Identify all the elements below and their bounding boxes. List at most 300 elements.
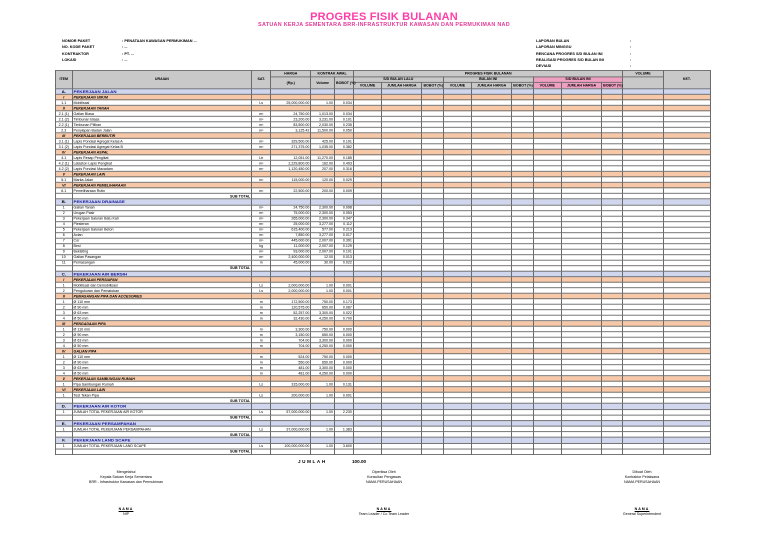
row-no: 8 <box>56 243 73 249</box>
signature-line: NAMA PERUSAHAAN <box>366 480 402 484</box>
row-volume: 11,500.00 <box>311 127 335 133</box>
row-sat: m² <box>252 221 271 227</box>
row-harga: 2,000,000.00 <box>271 288 311 294</box>
row-sat: m³ <box>252 122 271 128</box>
row-volume: 207.00 <box>311 166 335 172</box>
row-uraian: PEKERJAAN PERSIAPAN <box>72 277 252 283</box>
info-label: NO. KODE PAKET <box>62 45 95 50</box>
col-ket: KET. <box>663 70 710 88</box>
row-sat: m² <box>252 127 271 133</box>
row-no: 5 <box>56 227 73 233</box>
row-uraian: Urugan Pasir <box>72 210 252 216</box>
info-row <box>62 57 197 63</box>
row-no: 1.1 <box>56 100 73 106</box>
row-sat: m³ <box>252 238 271 244</box>
row-volume: 1.00 <box>311 288 335 294</box>
row-bobot: 0.000 <box>334 354 353 360</box>
row-harga: 115,000.00 <box>271 177 311 183</box>
row-bobot: 0.009 <box>334 188 353 194</box>
row-uraian: Pekerjaan Saluran Batu Kali <box>72 216 252 222</box>
row-volume: 12.00 <box>311 254 335 260</box>
info-value: : ... <box>122 45 128 50</box>
row-bobot: 0.235 <box>334 122 353 128</box>
row-sat: m³ <box>252 166 271 172</box>
row-no: 1 <box>56 381 73 387</box>
row-no: 1 <box>56 326 73 332</box>
row-no: I <box>56 94 73 100</box>
row-uraian: JUMLAH TOTAL PEKERJAAN AIR KOTOR <box>72 409 252 415</box>
row-uraian: Besi <box>72 243 252 249</box>
row-no: IV <box>56 149 73 155</box>
row-uraian: Lapis Pondasi Agregat Kelas A <box>72 138 252 144</box>
row-no: 4 <box>56 221 73 227</box>
row-uraian: Lapis Pondasi Macadam <box>72 166 252 172</box>
info-value: : <box>630 39 632 43</box>
row-bobot: 0.017 <box>334 232 353 238</box>
row-volume: 1.00 <box>311 409 335 415</box>
row-sat: m³ <box>252 254 271 260</box>
row-volume: 3,300.00 <box>311 337 335 343</box>
info-label: KONTRAKTOR <box>62 51 89 56</box>
signature-name: NAMA <box>634 507 650 511</box>
subtotal-label: SUB TOTAL <box>72 265 252 271</box>
row-uraian: Timbunan Pilihan <box>72 122 252 128</box>
info-value: : PT. ... <box>122 51 135 56</box>
row-uraian: Ø 50 mm <box>72 370 252 376</box>
row-uraian: JUMLAH TOTAL PEKERJAAN PERSAMPAHAN <box>72 426 252 432</box>
section-code: D. <box>56 403 73 409</box>
row-sat: kg <box>252 243 271 249</box>
row-uraian: Ø 110 mm <box>72 354 252 360</box>
row-volume: 425.00 <box>311 138 335 144</box>
row-bobot: 0.347 <box>334 216 353 222</box>
row-bobot: 0.101 <box>334 249 353 255</box>
row-volume: 3,300.00 <box>311 310 335 316</box>
signature-name: NAMA <box>376 507 392 511</box>
signature-line: Kontraktor Pelaksana <box>624 475 660 479</box>
col-jml: JUMLAH HARGA <box>561 82 601 88</box>
row-uraian: Penyiapan Badan Jalan <box>72 127 252 133</box>
row-harga: 24,750.00 <box>271 205 311 211</box>
row-bobot: 0.000 <box>334 365 353 371</box>
row-harga: 22,500.00 <box>271 188 311 194</box>
row-harga: 52,257.00 <box>271 310 311 316</box>
row-sat: Ls <box>252 392 271 398</box>
col-volume: Volume <box>311 76 335 88</box>
section-code: F. <box>56 437 73 443</box>
jumlah-value: 100.00 <box>352 459 367 464</box>
row-uraian: Pengukuran dan Pematokan <box>72 288 252 294</box>
row-bobot: 0.000 <box>334 343 353 349</box>
row-volume: 1.00 <box>311 100 335 106</box>
row-bobot: 0.382 <box>334 144 353 150</box>
row-sat: Ls <box>252 409 271 415</box>
col-vol: VOLUME <box>533 82 561 88</box>
subtotal-row <box>56 449 711 455</box>
row-sat: m <box>252 354 271 360</box>
row-harga: 25,000.00 <box>271 221 311 227</box>
row-bobot: 0.131 <box>334 381 353 387</box>
section-title: PEKERJAAN AIR BERSIH <box>72 271 252 277</box>
row-no: 3 <box>56 310 73 316</box>
row-bobot: 0.013 <box>334 254 353 260</box>
row-harga: 704.00 <box>271 343 311 349</box>
row-no: 2.1 (1) <box>56 111 73 117</box>
section-code: E. <box>56 420 73 426</box>
row-volume: 650.00 <box>311 332 335 338</box>
row-volume: 162.00 <box>311 160 335 166</box>
row-uraian: Ø 110 mm <box>72 326 252 332</box>
row-uraian: PENGADAAN PIPA <box>72 321 252 327</box>
row-bobot: 0.087 <box>334 304 353 310</box>
row-volume: 2,300.00 <box>311 216 335 222</box>
row-volume: 750.00 <box>311 354 335 360</box>
row-no: 1 <box>56 409 73 415</box>
row-harga: 2,400,000.00 <box>271 254 311 260</box>
row-uraian: Lataston Lapis Pengikat <box>72 160 252 166</box>
row-sat: Ls <box>252 100 271 106</box>
section-title: PEKERJAAN AIR KOTOR <box>72 403 252 409</box>
row-no: 2 <box>56 332 73 338</box>
row-harga: 172,500.00 <box>271 299 311 305</box>
row-no: 10 <box>56 254 73 260</box>
row-no: 4.1 <box>56 155 73 161</box>
row-harga: 200,000.00 <box>271 392 311 398</box>
row-uraian: Lapis Pondasi Agregat Kelas B <box>72 144 252 150</box>
subtotal-label: SUB TOTAL <box>72 415 252 421</box>
row-no: 4.2 (1) <box>56 160 73 166</box>
row-volume: 1.00 <box>311 426 335 432</box>
row-no: 3.1 (2) <box>56 144 73 150</box>
row-sat: m³ <box>252 210 271 216</box>
row-volume: 4,250.00 <box>311 343 335 349</box>
row-sat: Ltr <box>252 155 271 161</box>
row-harga: 445,000.00 <box>271 238 311 244</box>
signature-id: Team Leader / Co Team Leader <box>358 512 410 516</box>
row-uraian: PEKERJAAN UMUM <box>72 94 252 100</box>
col-item: ITEM <box>56 70 73 88</box>
row-volume: 2,030.00 <box>311 122 335 128</box>
row-volume: 200.00 <box>311 188 335 194</box>
row-no: 6.1 <box>56 188 73 194</box>
col-bbt: BOBOT (%) <box>513 83 533 88</box>
row-sat: m <box>252 359 271 365</box>
row-uraian: Ø 110 mm <box>72 299 252 305</box>
section-title: PEKERJAAN JALAN <box>72 88 252 94</box>
row-uraian: Ø 50 mm <box>72 315 252 321</box>
col-bobot: BOBOT (%) <box>334 76 353 88</box>
row-bobot: 0.050 <box>334 127 353 133</box>
col-progres: PROGRES FISIK BULANAN <box>353 70 623 76</box>
row-no: 1 <box>56 443 73 449</box>
row-harga: 550.00 <box>271 359 311 365</box>
jumlah-label: JUMLAH <box>298 459 327 464</box>
row-uraian: PEMASANGAN PIPA DAN ACCESORIES <box>72 293 252 299</box>
row-no: V <box>56 376 73 382</box>
row-no: 2.2 (1) <box>56 122 73 128</box>
row-harga: 120,575.00 <box>271 304 311 310</box>
col-sat: SAT. <box>252 70 271 88</box>
row-uraian: Ø 63 mm <box>72 365 252 371</box>
row-harga: 315,000.00 <box>271 381 311 387</box>
row-volume: 1.00 <box>311 443 335 449</box>
row-no: 1 <box>56 392 73 398</box>
col-jml: JUMLAH HARGA <box>472 82 512 88</box>
row-no: 2 <box>56 288 73 294</box>
row-sat: m <box>252 310 271 316</box>
row-volume: 650.00 <box>311 304 335 310</box>
subtotal-label: SUB TOTAL <box>72 398 252 404</box>
row-uraian: PEKERJAAN PEMELIHARAAN <box>72 182 252 188</box>
section-code: C. <box>56 271 73 277</box>
row-harga: 11,000.00 <box>271 243 311 249</box>
info-label: LAPORAN MINGGU <box>536 45 572 50</box>
row-bobot: 0.001 <box>334 288 353 294</box>
row-volume: 2,300.00 <box>311 210 335 216</box>
row-no: 4 <box>56 315 73 321</box>
row-uraian: Cor <box>72 238 252 244</box>
row-no: III <box>56 133 73 139</box>
row-no: III <box>56 321 73 327</box>
row-sat: m² <box>252 232 271 238</box>
row-uraian: Ø 50 mm <box>72 343 252 349</box>
row-uraian: Galian Tanah <box>72 205 252 211</box>
info-value: : PENATAAN KAWASAN PERMUKIMAN ... <box>122 39 197 43</box>
info-value: : <box>630 57 632 62</box>
row-bobot: 0.173 <box>334 299 353 305</box>
row-sat: m <box>252 365 271 371</box>
row-harga: 75,000.00 <box>271 210 311 216</box>
row-harga: 704.00 <box>271 337 311 343</box>
row-volume: 2,007.00 <box>311 243 335 249</box>
row-uraian: JUMLAH TOTAL PEKERJAAN LAND SCAPE <box>72 443 252 449</box>
row-no: 4 <box>56 343 73 349</box>
row-no: I <box>56 277 73 283</box>
row-volume: 3,231.00 <box>311 116 335 122</box>
row-sat: m³ <box>252 138 271 144</box>
col-lalu: S/D BULAN LALU <box>353 76 443 82</box>
col-vol: VOLUME <box>443 82 471 88</box>
row-uraian: Galian Biasa <box>72 111 252 117</box>
row-no: IV <box>56 348 73 354</box>
row-sat: m² <box>252 249 271 255</box>
row-no: 1 <box>56 205 73 211</box>
row-uraian: Pemeliharaan Rutin <box>72 188 252 194</box>
row-sat: m <box>252 370 271 376</box>
signature-line: Diperiksa Oleh <box>372 470 396 474</box>
row-no: 4 <box>56 370 73 376</box>
info-value: : <box>630 51 632 56</box>
row-bobot: 0.098 <box>334 205 353 211</box>
row-harga: 481.00 <box>271 370 311 376</box>
row-uraian: Ø 90 mm <box>72 359 252 365</box>
row-harga: 32,430.00 <box>271 315 311 321</box>
row-sat: m³ <box>252 227 271 233</box>
row-harga: 265,000.00 <box>271 216 311 222</box>
row-no: 1 <box>56 299 73 305</box>
row-uraian: Timbunan Biasa <box>72 116 252 122</box>
row-uraian: Mobilisasi <box>72 100 252 106</box>
row-sat: m² <box>252 177 271 183</box>
row-harga: 3,300.00 <box>271 326 311 332</box>
row-sat: m <box>252 315 271 321</box>
row-harga: 93,000.00 <box>271 249 311 255</box>
row-bobot: 0.493 <box>334 160 353 166</box>
row-volume: 2,007.00 <box>311 238 335 244</box>
row-no: 5.1 <box>56 177 73 183</box>
row-bobot: 0.034 <box>334 111 353 117</box>
info-value: : <box>630 45 632 50</box>
row-bobot: 0.129 <box>334 243 353 249</box>
row-harga: 3,125.42 <box>271 127 311 133</box>
row-sat: Ls <box>252 381 271 387</box>
info-value: : ... <box>122 57 128 62</box>
info-label: REALISASI PROGRES S/D BULAN INI <box>536 57 604 62</box>
row-harga: 24,750.00 <box>271 111 311 117</box>
row-no: 3 <box>56 365 73 371</box>
row-sat: m <box>252 326 271 332</box>
row-bobot: 0.316 <box>334 166 353 172</box>
row-bobot: 0.191 <box>334 138 353 144</box>
row-volume: 650.00 <box>311 359 335 365</box>
row-no: 11 <box>56 260 73 266</box>
section-title: PEKERJAAN DRAINASE <box>72 199 252 205</box>
row-harga: 25,000,000.00 <box>271 100 311 106</box>
row-harga: 2,000,000.00 <box>271 282 311 288</box>
info-label: LOKASI <box>62 57 77 62</box>
row-uraian: Ø 63 mm <box>72 310 252 316</box>
row-uraian: Ø 90 mm <box>72 332 252 338</box>
row-bobot: 0.391 <box>334 238 353 244</box>
row-volume: 4,250.00 <box>311 315 335 321</box>
row-sat: Ls <box>252 426 271 432</box>
row-bobot: 0.000 <box>334 332 353 338</box>
row-harga: 271,375.00 <box>271 144 311 150</box>
info-label: NOMOR PAKET <box>62 39 91 43</box>
row-sat: m³ <box>252 144 271 150</box>
info-label: LAPORAN BULAN <box>536 39 570 43</box>
row-bobot: 0.022 <box>334 310 353 316</box>
row-harga: 524.00 <box>271 354 311 360</box>
row-sat: Ls <box>252 288 271 294</box>
row-bobot: 0.053 <box>334 210 353 216</box>
row-bobot: 0.700 <box>334 315 353 321</box>
row-bobot: 0.112 <box>334 221 353 227</box>
row-bobot: 0.001 <box>334 282 353 288</box>
row-volume: 1,035.00 <box>311 144 335 150</box>
row-harga: 7,850.00 <box>271 232 311 238</box>
info-label: DEVIASI <box>536 64 552 69</box>
row-sat: m³ <box>252 216 271 222</box>
row-sat: m <box>252 304 271 310</box>
row-volume: 30.00 <box>311 260 335 266</box>
row-volume: 750.00 <box>311 299 335 305</box>
row-no: II <box>56 105 73 111</box>
row-no: VI <box>56 387 73 393</box>
project-info <box>62 38 197 63</box>
row-uraian: Ø 63 mm <box>72 337 252 343</box>
row-uraian: Mobilisasi dan Demobilisasi <box>72 282 252 288</box>
subtotal-label: SUB TOTAL <box>72 449 252 455</box>
col-jml: JUMLAH HARGA <box>382 82 422 88</box>
row-uraian: GALIAN PIPA <box>72 348 252 354</box>
row-uraian: Lapis Resap Pengikat <box>72 155 252 161</box>
row-bobot: 1.383 <box>334 426 353 432</box>
signature-line: Konsultan Pengawas <box>367 475 401 479</box>
row-volume: 1,013.00 <box>311 111 335 117</box>
subtotal-label: SUB TOTAL <box>72 432 252 438</box>
row-bobot: 0.029 <box>334 177 353 183</box>
row-uraian: PEKERJAAN SAMBUNGAN RUMAH <box>72 376 252 382</box>
section-code: A. <box>56 88 73 94</box>
row-volume: 3,277.00 <box>311 232 335 238</box>
row-harga: 45,000.00 <box>271 260 311 266</box>
row-no: 2.1 (2) <box>56 116 73 122</box>
row-harga: 2,229,800.00 <box>271 160 311 166</box>
info-value: : <box>630 64 632 69</box>
row-volume: 1.00 <box>311 381 335 387</box>
row-sat: m <box>252 260 271 266</box>
row-volume: 3,277.00 <box>311 221 335 227</box>
row-harga: 57,000,000.00 <box>271 409 311 415</box>
row-no: II <box>56 293 73 299</box>
section-title: PEKERJAAN PERSAMPAHAN <box>72 420 252 426</box>
row-sat: m <box>252 337 271 343</box>
report-info <box>536 38 631 69</box>
row-sat: Ls <box>252 282 271 288</box>
row-bobot: 0.000 <box>334 337 353 343</box>
row-uraian: PEKERJAAN TANAH <box>72 105 252 111</box>
row-harga: 329,500.00 <box>271 138 311 144</box>
signature-line: Kepala Satuan Kerja Sementara <box>100 475 152 479</box>
row-no: 1 <box>56 426 73 432</box>
progress-table <box>55 70 711 455</box>
row-uraian: Acian <box>72 232 252 238</box>
signature-id: General Superintendent <box>622 512 662 516</box>
row-no: 1 <box>56 282 73 288</box>
row-bobot: 0.022 <box>334 260 353 266</box>
signature-name: NAMA <box>118 507 134 511</box>
row-uraian: Marka Jalan <box>72 177 252 183</box>
signature-line: Mengetahui <box>116 470 136 474</box>
row-harga: 1,120,450.00 <box>271 166 311 172</box>
row-harga: 100,000,000.00 <box>271 443 311 449</box>
row-volume: 3,300.00 <box>311 365 335 371</box>
row-uraian: PEKERJAAN LAIN <box>72 387 252 393</box>
row-uraian: Bekisting <box>72 249 252 255</box>
signature-block <box>62 470 190 517</box>
signature-line: NAMA PERUSAHAAN <box>624 480 660 484</box>
row-uraian: Pekerjaan Saluran Beton <box>72 227 252 233</box>
row-no: 2 <box>56 359 73 365</box>
info-row <box>536 63 631 69</box>
row-no: V <box>56 171 73 177</box>
row-no: 1 <box>56 354 73 360</box>
col-vol: VOLUME <box>353 82 381 88</box>
row-bobot: 0.000 <box>334 326 353 332</box>
row-uraian: Plesteran <box>72 221 252 227</box>
row-sat: Ls <box>252 443 271 449</box>
row-sat: m³ <box>252 111 271 117</box>
row-sat: m³ <box>252 205 271 211</box>
row-uraian: Galian Pasangan <box>72 254 252 260</box>
row-harga: 23,200.00 <box>271 116 311 122</box>
row-volume: 4,250.00 <box>311 370 335 376</box>
row-sat: m² <box>252 188 271 194</box>
row-bobot: 0.213 <box>334 227 353 233</box>
signature-id: NIP <box>123 512 129 516</box>
section-title: PEKERJAAN LAND SCAPE <box>72 437 252 443</box>
